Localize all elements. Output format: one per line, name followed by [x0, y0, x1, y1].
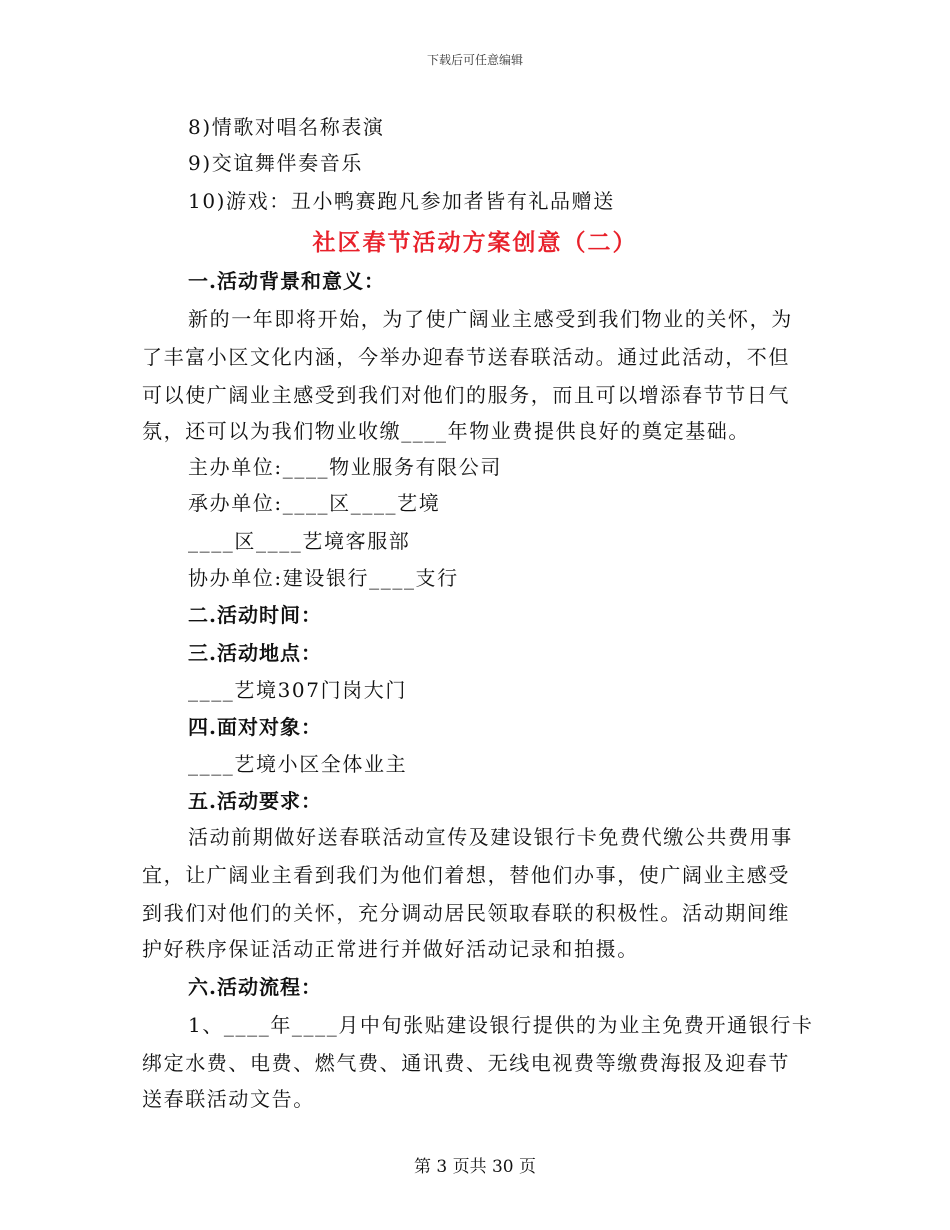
section-heading-requirements: 五.活动要求：: [188, 789, 322, 813]
page-footer: 第 3 页共 30 页: [413, 1157, 537, 1177]
location-content: ____艺境307门岗大门: [188, 678, 407, 702]
section-heading-location: 三.活动地点：: [188, 641, 322, 665]
paragraph-line: 可以使广阔业主感受到我们对他们的服务，而且可以增添春节节日气: [142, 383, 790, 407]
list-item: 9)交谊舞伴奏音乐: [188, 151, 363, 175]
undertaker-cont-line: ____区____艺境客服部: [188, 529, 411, 553]
list-item: 8)情歌对唱名称表演: [188, 115, 385, 139]
paragraph-line: 氛，还可以为我们物业收缴____年物业费提供良好的奠定基础。: [142, 419, 750, 443]
section-heading-process: 六.活动流程：: [188, 975, 322, 999]
list-item: 10)游戏：丑小鸭赛跑凡参加者皆有礼品赠送: [188, 189, 615, 213]
undertaker-line: 承办单位:____区____艺境: [188, 491, 441, 515]
section-heading-audience: 四.面对对象：: [188, 715, 322, 739]
paragraph-line: 活动前期做好送春联活动宣传及建设银行卡免费代缴公共费用事: [188, 825, 793, 849]
paragraph-line: 1、____年____月中旬张贴建设银行提供的为业主免费开通银行卡: [188, 1013, 814, 1037]
co-organizer-line: 协办单位:建设银行____支行: [188, 566, 459, 590]
paragraph-line: 绑定水费、电费、燃气费、通讯费、无线电视费等缴费海报及迎春节: [142, 1051, 790, 1075]
document-title: 社区春节活动方案创意（二）: [312, 229, 638, 256]
paragraph-line: 宜，让广阔业主看到我们为他们着想，替他们办事，使广阔业主感受: [142, 863, 790, 887]
audience-content: ____艺境小区全体业主: [188, 752, 408, 776]
paragraph-line: 了丰富小区文化内涵，今举办迎春节送春联活动。通过此活动，不但: [142, 345, 790, 369]
paragraph-line: 送春联活动文告。: [142, 1087, 315, 1111]
section-heading-background: 一.活动背景和意义：: [188, 269, 385, 293]
paragraph-line: 到我们对他们的关怀，充分调动居民领取春联的积极性。活动期间维: [142, 901, 790, 925]
section-heading-time: 二.活动时间：: [188, 603, 322, 627]
organizer-line: 主办单位:____物业服务有限公司: [188, 455, 502, 479]
paragraph-line: 新的一年即将开始，为了使广阔业主感受到我们物业的关怀，为: [188, 307, 793, 331]
paragraph-line: 护好秩序保证活动正常进行并做好活动记录和拍摄。: [142, 937, 639, 961]
page-header: 下载后可任意编辑: [426, 53, 523, 67]
